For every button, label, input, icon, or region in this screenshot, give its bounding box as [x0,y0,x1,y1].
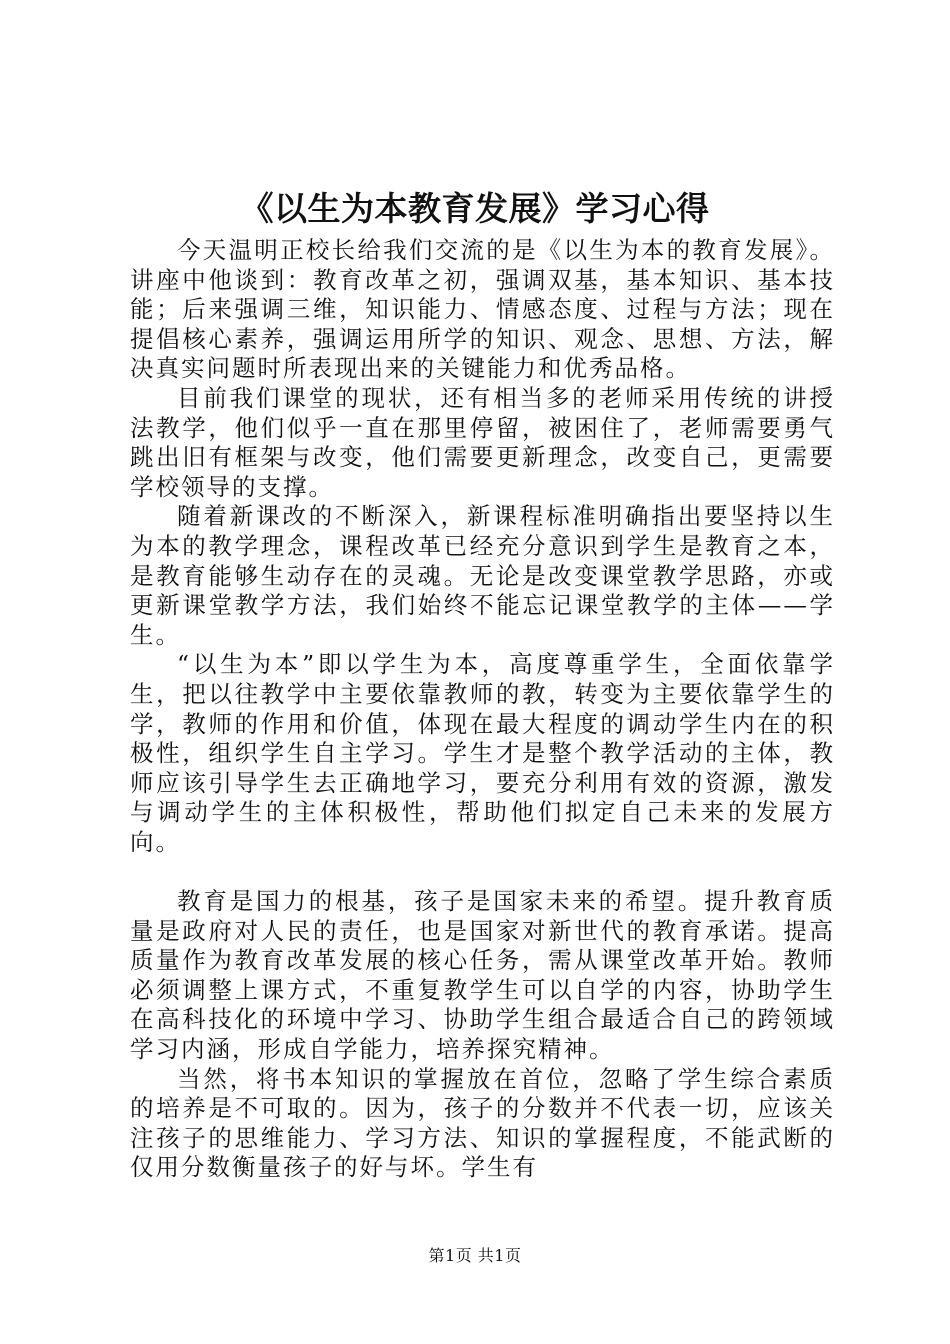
page-footer: 第1页 共1页 [428,1246,522,1265]
document-title: 《以生为本教育发展》学习心得 [240,189,710,228]
paragraph-3: 随着新课改的不断深入，新课程标准明确指出要坚持以生为本的教学理念，课程改革已经充分意识到学生是教育之本，是教育能够生动存在的灵魂。无论是改变课堂教学思路，亦或更新课堂教学方法，我们始终不能忘记课堂教学的主体——学生。 [130,502,835,649]
paragraph-6: 当然，将书本知识的掌握放在首位，忽略了学生综合素质的培养是不可取的。因为，孩子的分数并不代表一切，应该关注孩子的思维能力、学习方法、知识的掌握程度，不能武断的仅用分数衡量孩子的好与坏。学生有 [130,1064,835,1182]
paragraph-1: 今天温明正校长给我们交流的是《以生为本的教育发展》。讲座中他谈到：教育改革之初，强调双基，基本知识、基本技能；后来强调三维，知识能力、情感态度、过程与方法；现在提倡核心素养，强调运用所学的知识、观念、思想、方法，解决真实问题时所表现出来的关键能力和优秀品格。 [130,236,835,383]
paragraph-2: 目前我们课堂的现状，还有相当多的老师采用传统的讲授法教学，他们似乎一直在那里停留，被困住了，老师需要勇气跳出旧有框架与改变，他们需要更新理念，改变自己，更需要学校领导的支撑。 [130,383,835,501]
document-body [130,236,835,1183]
paragraph-5: 教育是国力的根基，孩子是国家未来的希望。提升教育质量是政府对人民的责任，也是国家对新世代的教育承诺。提高质量作为教育改革发展的核心任务，需从课堂改革开始。教师必须调整上课方式，不重复教学生可以自学的内容，协助学生在高科技化的环境中学习、协助学生组合最适合自己的跨领域学习内涵，形成自学能力，培养探究精神。 [130,887,835,1064]
paragraph-4: “以生为本”即以学生为本，高度尊重学生，全面依靠学生，把以往教学中主要依靠教师的教，转变为主要依靠学生的学，教师的作用和价值，体现在最大程度的调动学生内在的积极性，组织学生自主学习。学生才是整个教学活动的主体，教师应该引导学生去正确地学习，要充分利用有效的资源，激发与调动学生的主体积极性，帮助他们拟定自己未来的发展方向。 [130,650,835,856]
